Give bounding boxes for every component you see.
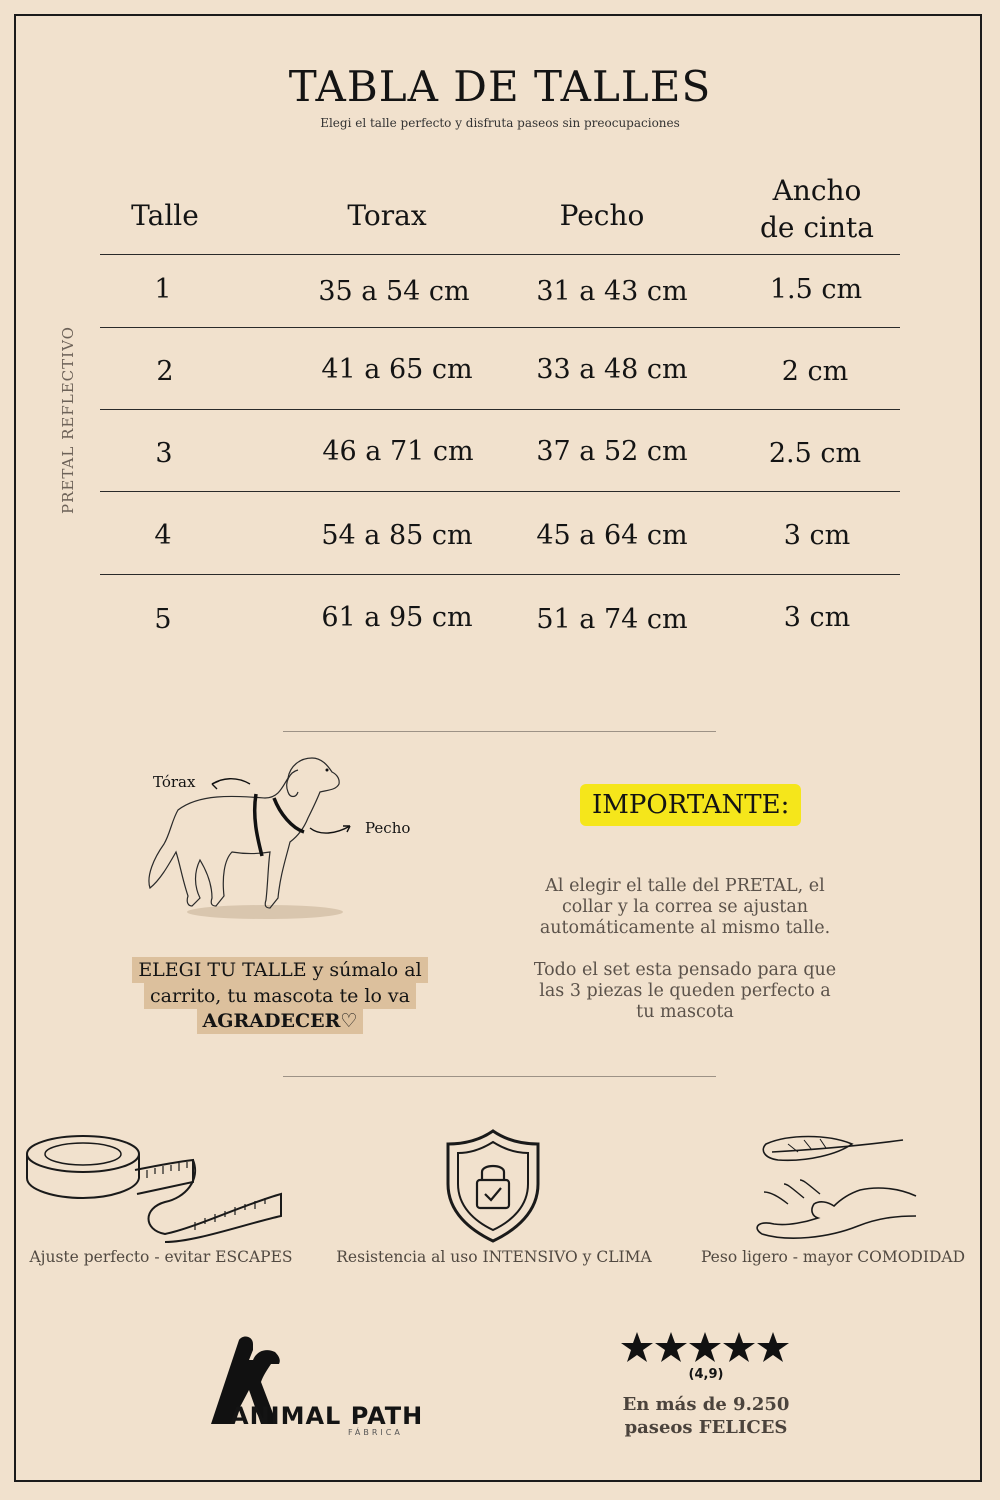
table-divider — [100, 574, 900, 575]
cell-torax: 54 a 85 cm — [321, 520, 473, 551]
dog-measure-diagram — [140, 748, 430, 928]
column-header-pecho: Pecho — [559, 199, 645, 232]
cell-talle: 1 — [154, 274, 172, 305]
cell-torax: 35 a 54 cm — [318, 276, 470, 307]
table-divider — [100, 327, 900, 328]
important-paragraph-2 — [520, 960, 850, 1023]
info-line: automáticamente al mismo talle. — [539, 918, 831, 938]
side-label: PRETAL REFLECTIVO — [59, 326, 77, 514]
cell-ancho: 1.5 cm — [769, 274, 863, 305]
page-title: TABLA DE TALLES — [288, 62, 712, 111]
page-subtitle: Elegi el talle perfecto y disfruta paseos sin preocupaciones — [320, 116, 680, 130]
cell-talle: 4 — [154, 520, 172, 551]
info-line: las 3 piezas le queden perfecto a — [539, 981, 831, 1001]
reviews-summary — [600, 1393, 812, 1439]
important-paragraph-1 — [520, 876, 850, 939]
info-line: Al elegir el talle del PRETAL, el — [545, 876, 825, 896]
reviews-line: paseos FELICES — [624, 1417, 788, 1438]
info-line: tu mascota — [636, 1002, 734, 1022]
section-divider — [283, 1076, 716, 1077]
cell-pecho: 33 a 48 cm — [536, 354, 688, 385]
feature-label-resistance: Resistencia al uso INTENSIVO y CLIMA — [336, 1248, 652, 1266]
cell-ancho: 2.5 cm — [768, 438, 862, 469]
star-icon — [621, 1332, 653, 1362]
star-icon — [689, 1332, 721, 1362]
cell-ancho: 2 cm — [781, 356, 849, 387]
feature-label-light: Peso ligero - mayor COMODIDAD — [700, 1248, 966, 1266]
table-divider — [100, 409, 900, 410]
cell-talle: 5 — [154, 604, 172, 635]
cell-pecho: 31 a 43 cm — [536, 276, 688, 307]
cell-pecho: 45 a 64 cm — [536, 520, 688, 551]
cta-line3: AGRADECER♡ — [197, 1008, 364, 1034]
cell-torax: 41 a 65 cm — [321, 354, 473, 385]
cell-talle: 2 — [156, 356, 174, 387]
pecho-label: Pecho — [365, 819, 411, 837]
brand-name: ANIMAL PATH — [230, 1402, 424, 1430]
star-icon — [757, 1332, 789, 1362]
cell-torax: 61 a 95 cm — [321, 602, 473, 633]
rating-value: (4,9) — [688, 1367, 724, 1382]
shield-lock-icon — [444, 1128, 542, 1248]
cell-ancho: 3 cm — [783, 602, 851, 633]
feature-label-fit: Ajuste perfecto - evitar ESCAPES — [29, 1248, 293, 1266]
cta-line1-rest: y súmalo al — [306, 959, 422, 981]
cell-pecho: 37 a 52 cm — [536, 436, 688, 467]
table-divider — [100, 254, 900, 255]
table-divider — [100, 491, 900, 492]
tape-measure-icon — [25, 1132, 287, 1248]
cell-talle: 3 — [155, 438, 173, 469]
section-divider — [283, 731, 716, 732]
column-header-talle: Talle — [131, 199, 199, 232]
info-line: Todo el set esta pensado para que — [533, 960, 837, 980]
cta-emphasis: ELEGI TU TALLE — [138, 959, 307, 981]
feather-hand-icon — [748, 1130, 918, 1248]
cell-ancho: 3 cm — [783, 520, 851, 551]
torax-label: Tórax — [153, 773, 196, 791]
star-icon — [655, 1332, 687, 1362]
reviews-line: En más de 9.250 — [622, 1394, 790, 1415]
cell-torax: 46 a 71 cm — [322, 436, 474, 467]
important-badge: IMPORTANTE: — [580, 784, 801, 826]
brand-sub: FÁBRICA — [348, 1428, 403, 1437]
rating-stars — [620, 1330, 792, 1366]
star-icon — [723, 1332, 755, 1362]
column-header-torax: Torax — [347, 199, 427, 232]
cta-line2: carrito, tu mascota te lo va — [144, 983, 416, 1009]
column-header-ancho: Ancho de cinta — [759, 174, 874, 244]
cell-pecho: 51 a 74 cm — [536, 604, 688, 635]
info-line: collar y la correa se ajustan — [561, 897, 809, 917]
size-cta — [120, 958, 440, 1035]
